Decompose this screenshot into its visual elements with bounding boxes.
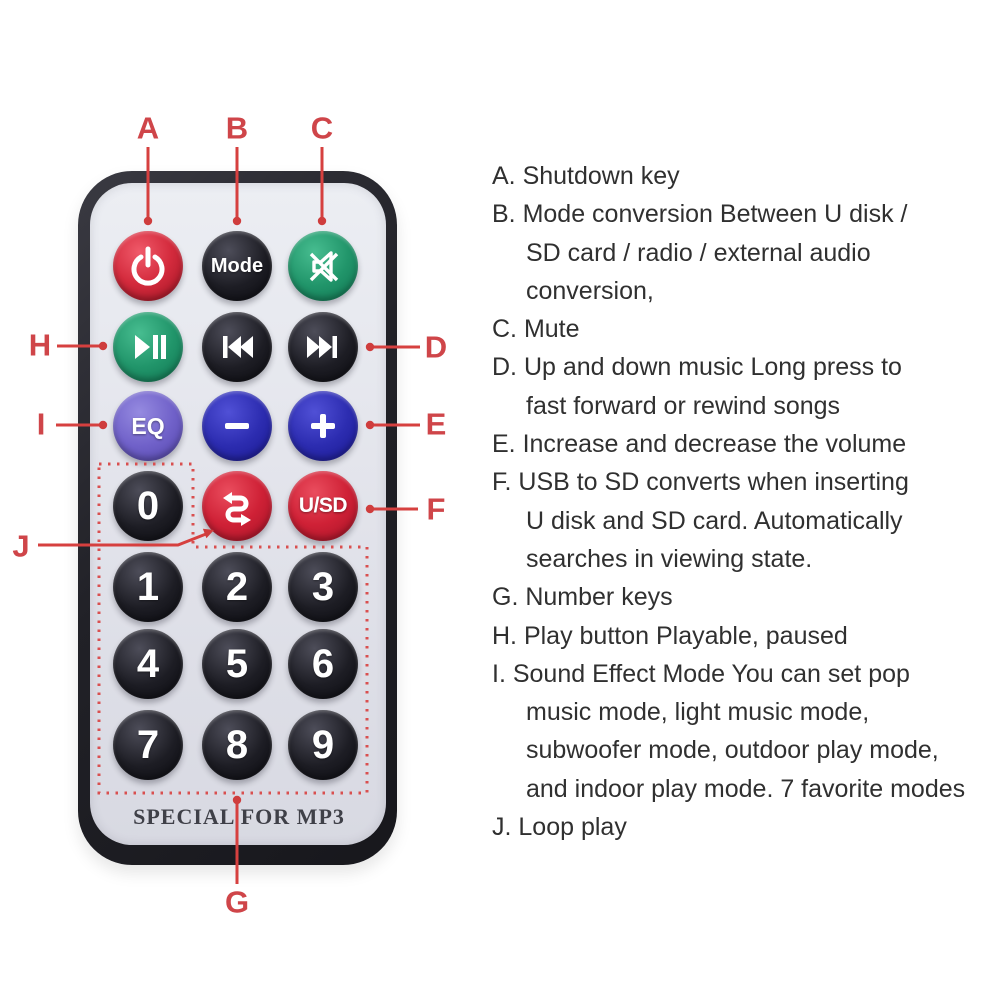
- legend: [492, 157, 1002, 846]
- legend-line: and indoor play mode. 7 favorite modes: [526, 774, 966, 803]
- digit-7-button: [113, 710, 183, 780]
- mute-button: [288, 231, 358, 301]
- digit-6-label: 6: [311, 641, 335, 686]
- digit-5-button: [202, 629, 272, 699]
- digit-1-label: 1: [136, 564, 160, 609]
- legend-line: C. Mute: [492, 315, 580, 344]
- mute-icon: [301, 244, 345, 288]
- annotation-label-i: I: [36, 406, 46, 442]
- legend-line: searches in viewing state.: [526, 544, 813, 573]
- legend-line: SD card / radio / external audio: [526, 238, 871, 267]
- legend-line: U disk and SD card. Automatically: [526, 506, 903, 535]
- eq-button: [113, 391, 183, 461]
- digit-0-button: [113, 471, 183, 541]
- minus-icon: [215, 404, 259, 448]
- annotation-label-d: D: [424, 329, 448, 365]
- legend-line: J. Loop play: [492, 813, 627, 842]
- eq-button-label: EQ: [131, 412, 165, 439]
- next-track-icon: [301, 325, 345, 369]
- digit-4-label: 4: [136, 641, 160, 686]
- previous-track-icon: [215, 325, 259, 369]
- digit-1-button: [113, 552, 183, 622]
- legend-line: F. USB to SD converts when inserting: [492, 468, 909, 497]
- play-pause-icon: [126, 325, 170, 369]
- digit-3-label: 3: [311, 564, 335, 609]
- digit-2-button: [202, 552, 272, 622]
- loop-button: [202, 471, 272, 541]
- plus-icon: [301, 404, 345, 448]
- legend-line: subwoofer mode, outdoor play mode,: [526, 736, 939, 765]
- volume-down-button: [202, 391, 272, 461]
- usd-button-label: U/SD: [298, 494, 348, 517]
- volume-up-button: [288, 391, 358, 461]
- annotation-label-c: C: [310, 110, 334, 146]
- annotation-label-h: H: [28, 327, 52, 363]
- legend-line: A. Shutdown key: [492, 162, 680, 190]
- digit-3-button: [288, 552, 358, 622]
- digit-9-button: [288, 710, 358, 780]
- annotation-label-b: B: [225, 110, 249, 146]
- mode-button-label: Mode: [210, 254, 264, 277]
- legend-line: I. Sound Effect Mode You can set pop: [492, 659, 910, 688]
- digit-0-label: 0: [136, 483, 160, 528]
- legend-line: B. Mode conversion Between U disk /: [492, 200, 908, 229]
- digit-6-button: [288, 629, 358, 699]
- legend-line: E. Increase and decrease the volume: [492, 430, 907, 459]
- previous-track-button: [202, 312, 272, 382]
- legend-line: D. Up and down music Long press to: [492, 353, 902, 382]
- legend-line: G. Number keys: [492, 583, 673, 612]
- digit-5-label: 5: [225, 641, 249, 686]
- digit-2-label: 2: [225, 564, 249, 609]
- loop-icon: [215, 484, 259, 528]
- digit-8-label: 8: [225, 722, 249, 767]
- power-icon: [126, 244, 170, 288]
- legend-line: conversion,: [526, 276, 654, 305]
- brand-text: SPECIAL FOR MP3: [133, 804, 345, 829]
- next-track-button: [288, 312, 358, 382]
- digit-4-button: [113, 629, 183, 699]
- mode-button: [202, 231, 272, 301]
- legend-line: music mode, light music mode,: [526, 698, 870, 727]
- power-button: [113, 231, 183, 301]
- play-pause-button: [113, 312, 183, 382]
- legend-line: H. Play button Playable, paused: [492, 621, 848, 650]
- digit-7-label: 7: [136, 722, 160, 767]
- legend-line: fast forward or rewind songs: [526, 391, 841, 420]
- usd-button: [288, 471, 358, 541]
- annotation-label-g: G: [224, 884, 250, 920]
- digit-9-label: 9: [311, 722, 335, 767]
- annotation-label-e: E: [425, 406, 447, 442]
- annotation-label-j: J: [12, 528, 30, 564]
- digit-8-button: [202, 710, 272, 780]
- annotation-label-a: A: [136, 110, 160, 146]
- annotation-label-f: F: [426, 491, 446, 527]
